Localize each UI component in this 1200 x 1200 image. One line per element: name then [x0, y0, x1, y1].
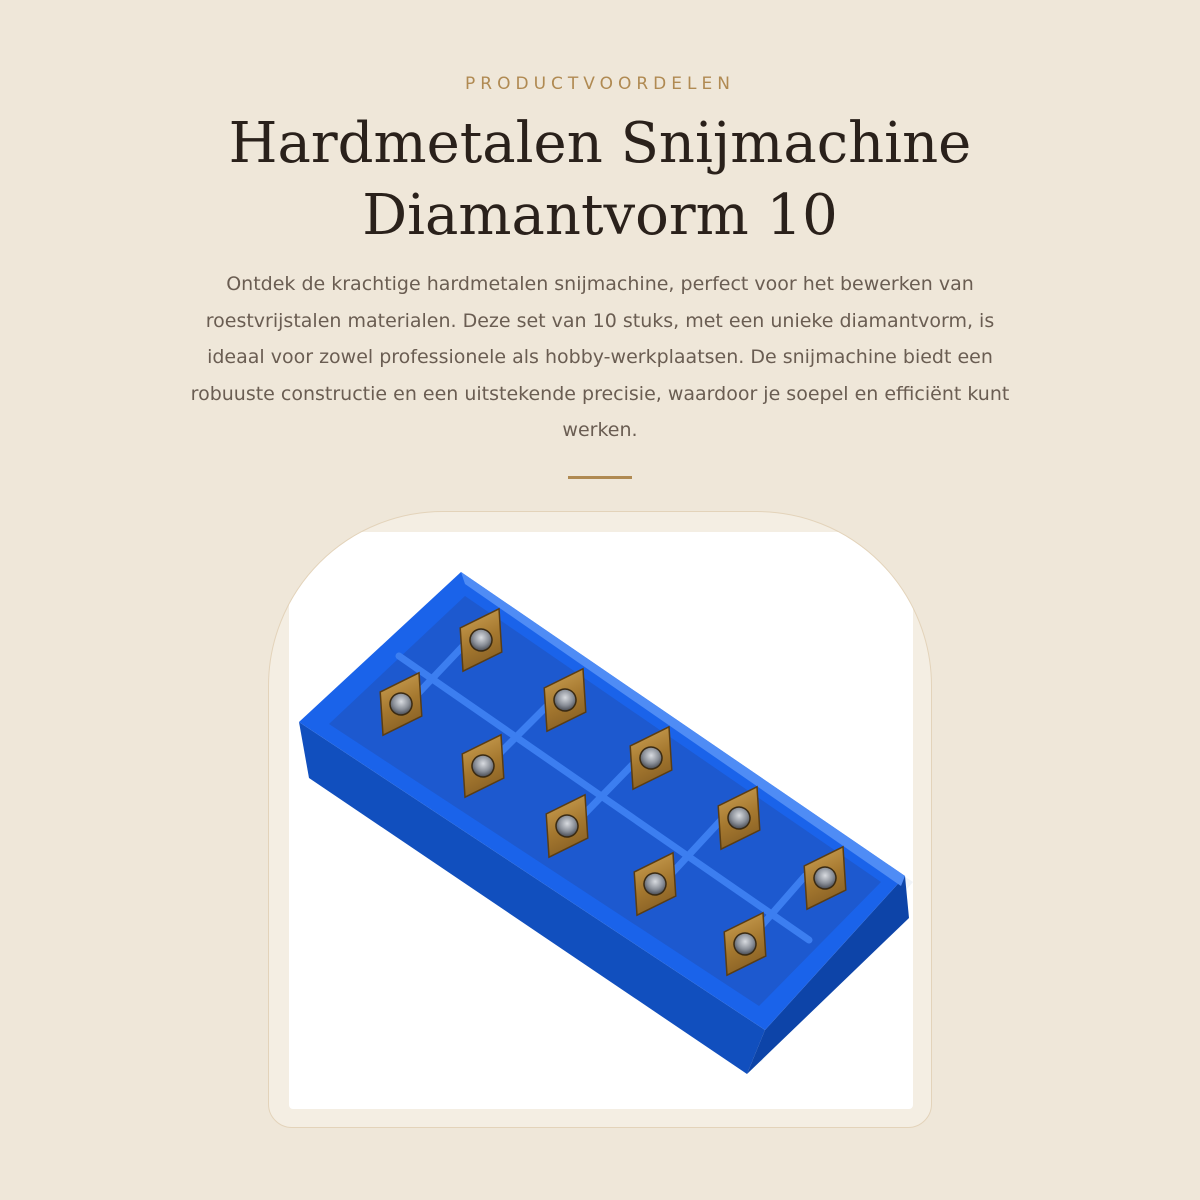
product-image: [289, 532, 913, 1109]
product-image-frame: [268, 511, 932, 1128]
product-title-line-1: Hardmetalen Snijmachine: [228, 111, 972, 176]
product-description: Ontdek de krachtige hardmetalen snijmachine, perfect voor het bewerken van roestvrijstalen materialen. Deze set van 10 stuks, met een unieke diamantvorm, is ideaal voor zowel professionele als hobby-werkplaatsen. De snijmachine biedt een robuuste constructie en een uitstekende precisie, waardoor je soepel en efficiënt kunt werken.: [190, 273, 1010, 441]
section-divider: [568, 476, 632, 479]
product-title-line-2: Diamantvorm 10: [362, 183, 838, 248]
section-eyebrow: PRODUCTVOORDELEN: [465, 74, 735, 94]
insert-tray-illustration: [289, 532, 913, 1109]
product-title: [0, 108, 1200, 252]
